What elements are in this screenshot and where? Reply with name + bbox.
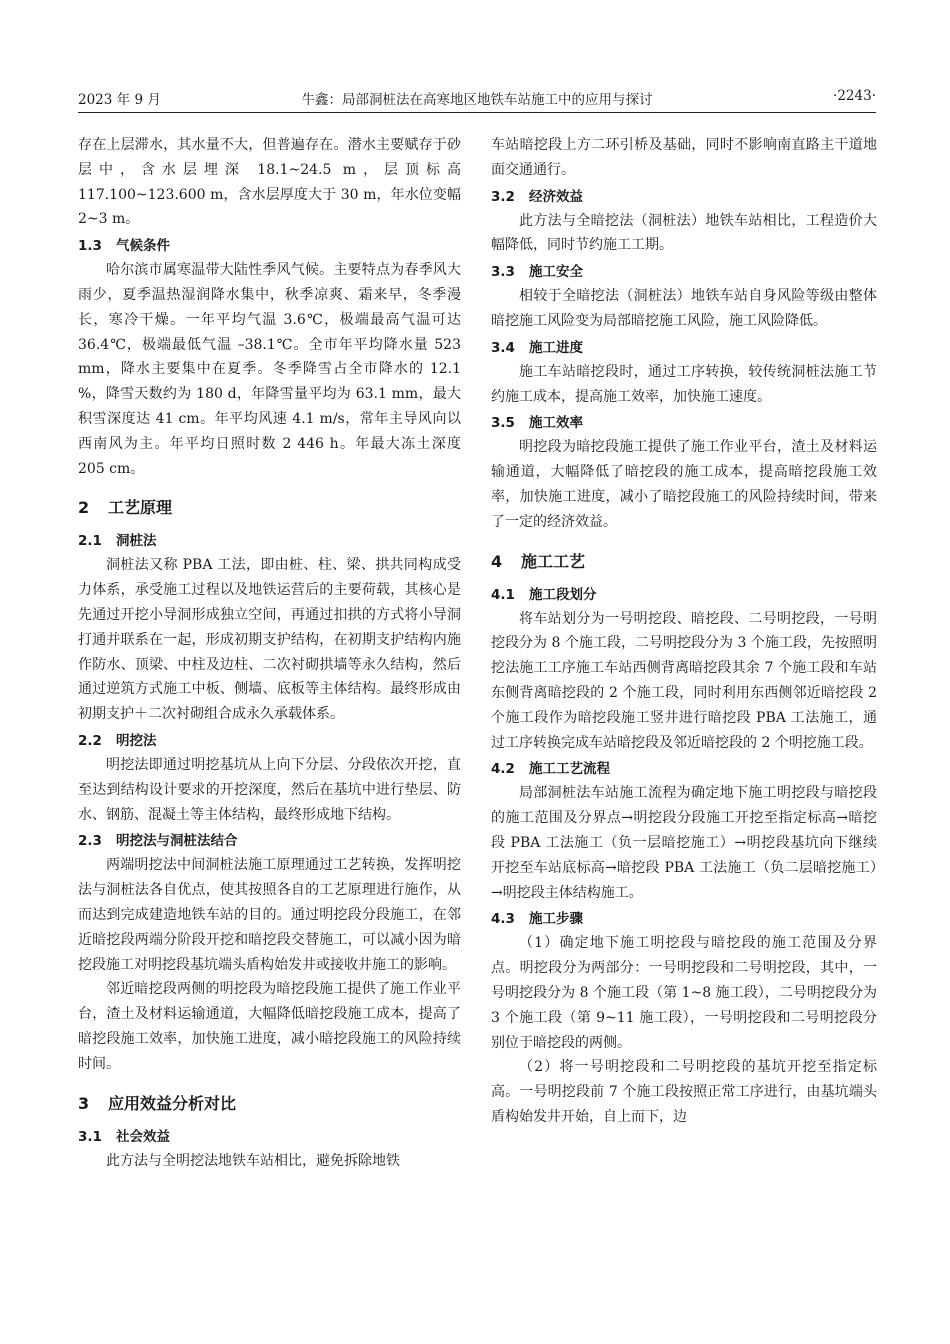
section-title: 工艺原理	[108, 498, 173, 518]
paragraph: 明挖法即通过明挖基坑从上向下分层、分段依次开挖，直至达到结构设计要求的开挖深度，然后在基坑中进行垫层、防水、钢筋、混凝土等主体结构，最终形成地下结构。	[78, 756, 461, 823]
section-heading-2	[78, 495, 461, 521]
section-number: 2.3	[78, 833, 102, 850]
paragraph: 局部洞桩法车站施工流程为确定地下施工明挖段与暗挖段的施工范围及分界点→明挖段分段施工开挖至指定标高→暗挖段 PBA 工法施工（负一层暗挖施工）→明挖段基坑向下继续开挖至车站底标高→暗挖段 PBA 工法施工（负二层暗挖施工）→明挖段主体结构施工。	[491, 785, 877, 901]
left-column	[78, 133, 461, 1173]
section-title: 经济效益	[529, 188, 583, 205]
section-heading-2-3	[78, 829, 461, 853]
section-heading-3-5	[491, 411, 877, 435]
paragraph: 邻近暗挖段两侧的明挖段为暗挖段施工提供了施工作业平台，渣土及材料运输通道，大幅降低暗挖段施工成本，提高了暗挖段施工效率，加快施工进度，减小暗挖段施工的风险持续时间。	[78, 981, 461, 1072]
section-heading-2-2	[78, 729, 461, 753]
section-heading-1-3	[78, 234, 461, 258]
section-heading-3-3	[491, 260, 877, 284]
section-heading-4-2	[491, 757, 877, 781]
page-number: ·2243·	[833, 88, 876, 104]
running-title: 牛鑫：局部洞桩法在高寒地区地铁车站施工中的应用与探讨	[301, 92, 653, 108]
section-title: 社会效益	[116, 1128, 170, 1145]
issue-date: 2023 年 9 月	[78, 92, 161, 108]
section-number: 4	[491, 551, 503, 571]
paragraph: 此方法与全明挖法地铁车站相比，避免拆除地铁	[106, 1152, 400, 1169]
header-rule	[78, 112, 876, 113]
paragraph: （1）确定地下施工明挖段与暗挖段的施工范围及分界点。明挖段分为两部分：一号明挖段和二号明挖段，其中，一号明挖段分为 8 个施工段（第 1~8 施工段），二号明挖段分为 3 个施工段（第 9~11 施工段），一号明挖段和二号明挖段分别位于暗挖段的两侧。	[491, 935, 877, 1051]
section-number: 3	[78, 1093, 90, 1113]
section-title: 洞桩法	[116, 533, 157, 550]
section-number: 3.5	[491, 415, 515, 432]
paragraph: 两端明挖法中间洞桩法施工原理通过工艺转换，发挥明挖法与洞桩法各自优点，使其按照各自的工艺原理进行施作，从而达到完成建造地铁车站的目的。通过明挖段分段施工，在邻近暗挖段两端分阶段开挖和暗挖段交替施工，可以减小因为暗挖段施工对明挖段基坑端头盾构始发井或接收井施工的影响。	[78, 857, 461, 973]
section-title: 施工工艺	[521, 551, 586, 571]
section-number: 2.1	[78, 533, 102, 550]
section-title: 明挖法	[116, 732, 157, 749]
section-number: 4.3	[491, 911, 515, 928]
section-title: 施工步骤	[529, 911, 583, 928]
section-number: 3.2	[491, 188, 515, 205]
section-number: 3.3	[491, 264, 515, 281]
right-column	[491, 133, 877, 1130]
section-title: 应用效益分析对比	[108, 1093, 237, 1113]
section-heading-2-1	[78, 529, 461, 553]
section-heading-3-2	[491, 185, 877, 209]
section-heading-3-1	[78, 1125, 461, 1149]
section-title: 气候条件	[116, 238, 170, 255]
paragraph: 此方法与全暗挖法（洞桩法）地铁车站相比，工程造价大幅降低，同时节约施工工期。	[491, 212, 877, 254]
section-heading-3	[78, 1091, 461, 1117]
section-number: 3.4	[491, 339, 515, 356]
section-title: 施工效率	[529, 415, 583, 432]
section-title: 施工段划分	[529, 586, 597, 603]
section-number: 4.2	[491, 761, 515, 778]
section-title: 明挖法与洞桩法结合	[116, 833, 238, 850]
section-number: 3.1	[78, 1128, 102, 1145]
section-title: 施工工艺流程	[529, 761, 610, 778]
paragraph: 相较于全暗挖法（洞桩法）地铁车站自身风险等级由整体暗挖施工风险变为局部暗挖施工风险，施工风险降低。	[491, 288, 877, 329]
section-heading-4-1	[491, 583, 877, 607]
paragraph: 将车站划分为一号明挖段、暗挖段、二号明挖段，一号明挖段分为 8 个施工段，二号明挖段分为 3 个施工段，先按照明挖法施工工序施工车站西侧背离暗挖段其余 7 个施工段和车站东侧背离暗挖段的 2 个施工段，同时利用东西侧邻近暗挖段 2 个施工段作为暗挖段施工竖井进行暗挖段 PBA 工法施工，通过工序转换完成车站暗挖段及邻近暗挖段的 2 个明挖施工段。	[491, 610, 877, 751]
section-heading-4	[491, 549, 877, 575]
paragraph: 存在上层滞水，其水量不大，但普遍存在。潜水主要赋存于砂层中，含水层埋深 18.1~24.5 m，层顶标高 117.100~123.600 m，含水层厚度大于 30 m，年水位变幅 2~3 m。	[78, 137, 461, 228]
section-number: 2	[78, 498, 90, 518]
paragraph: 施工车站暗挖段时，通过工序转换，较传统洞桩法施工节约施工成本，提高施工效率，加快施工速度。	[491, 363, 877, 405]
paragraph: 哈尔滨市属寒温带大陆性季风气候。主要特点为春季风大雨少，夏季温热湿润降水集中，秋季凉爽、霜来早，冬季漫长，寒冷干燥。一年平均气温 3.6℃，极端最高气温可达 36.4℃，极端最低气温 –38.1℃。全市年平均降水量 523 mm，降水主要集中在夏季。冬季降雪占全市降水的 12.1 %，降雪天数约为 180 d，年降雪量平均为 63.1 mm，最大积雪深度达 41 cm。年平均风速 4.1 m/s，常年主导风向以西南风为主。年平均日照时数 2 446 h。年最大冻土深度 205 cm。	[78, 262, 461, 477]
section-heading-4-3	[491, 907, 877, 931]
section-number: 1.3	[78, 238, 102, 255]
section-title: 施工进度	[529, 339, 583, 356]
paragraph: 洞桩法又称 PBA 工法，即由桩、柱、梁、拱共同构成受力体系，承受施工过程以及地铁运营后的主要荷载，其核心是先通过开挖小导洞形成独立空间，再通过扣拱的方式将小导洞打通并联系在一起，形成初期支护结构，在初期支护结构内施作防水、顶梁、中柱及边柱、二次衬砌拱墙等永久结构，然后通过逆筑方式施工中板、侧墙、底板等主体结构。最终形成由初期支护＋二次衬砌组合成永久承载体系。	[78, 557, 461, 723]
section-number: 2.2	[78, 732, 102, 749]
paragraph: （2）将一号明挖段和二号明挖段的基坑开挖至指定标高。一号明挖段前 7 个施工段按照正常工序进行，由基坑端头盾构始发井开始，自上而下，边	[491, 1059, 877, 1125]
paragraph: 车站暗挖段上方二环引桥及基础，同时不影响南直路主干道地面交通通行。	[491, 137, 877, 178]
section-number: 4.1	[491, 586, 515, 603]
section-heading-3-4	[491, 336, 877, 360]
paragraph: 明挖段为暗挖段施工提供了施工作业平台，渣土及材料运输通道，大幅降低了暗挖段的施工成本，提高暗挖段施工效率，加快施工进度，减小了暗挖段施工的风险持续时间，带来了一定的经济效益。	[491, 439, 877, 530]
section-title: 施工安全	[529, 264, 583, 281]
page-header	[78, 88, 876, 110]
